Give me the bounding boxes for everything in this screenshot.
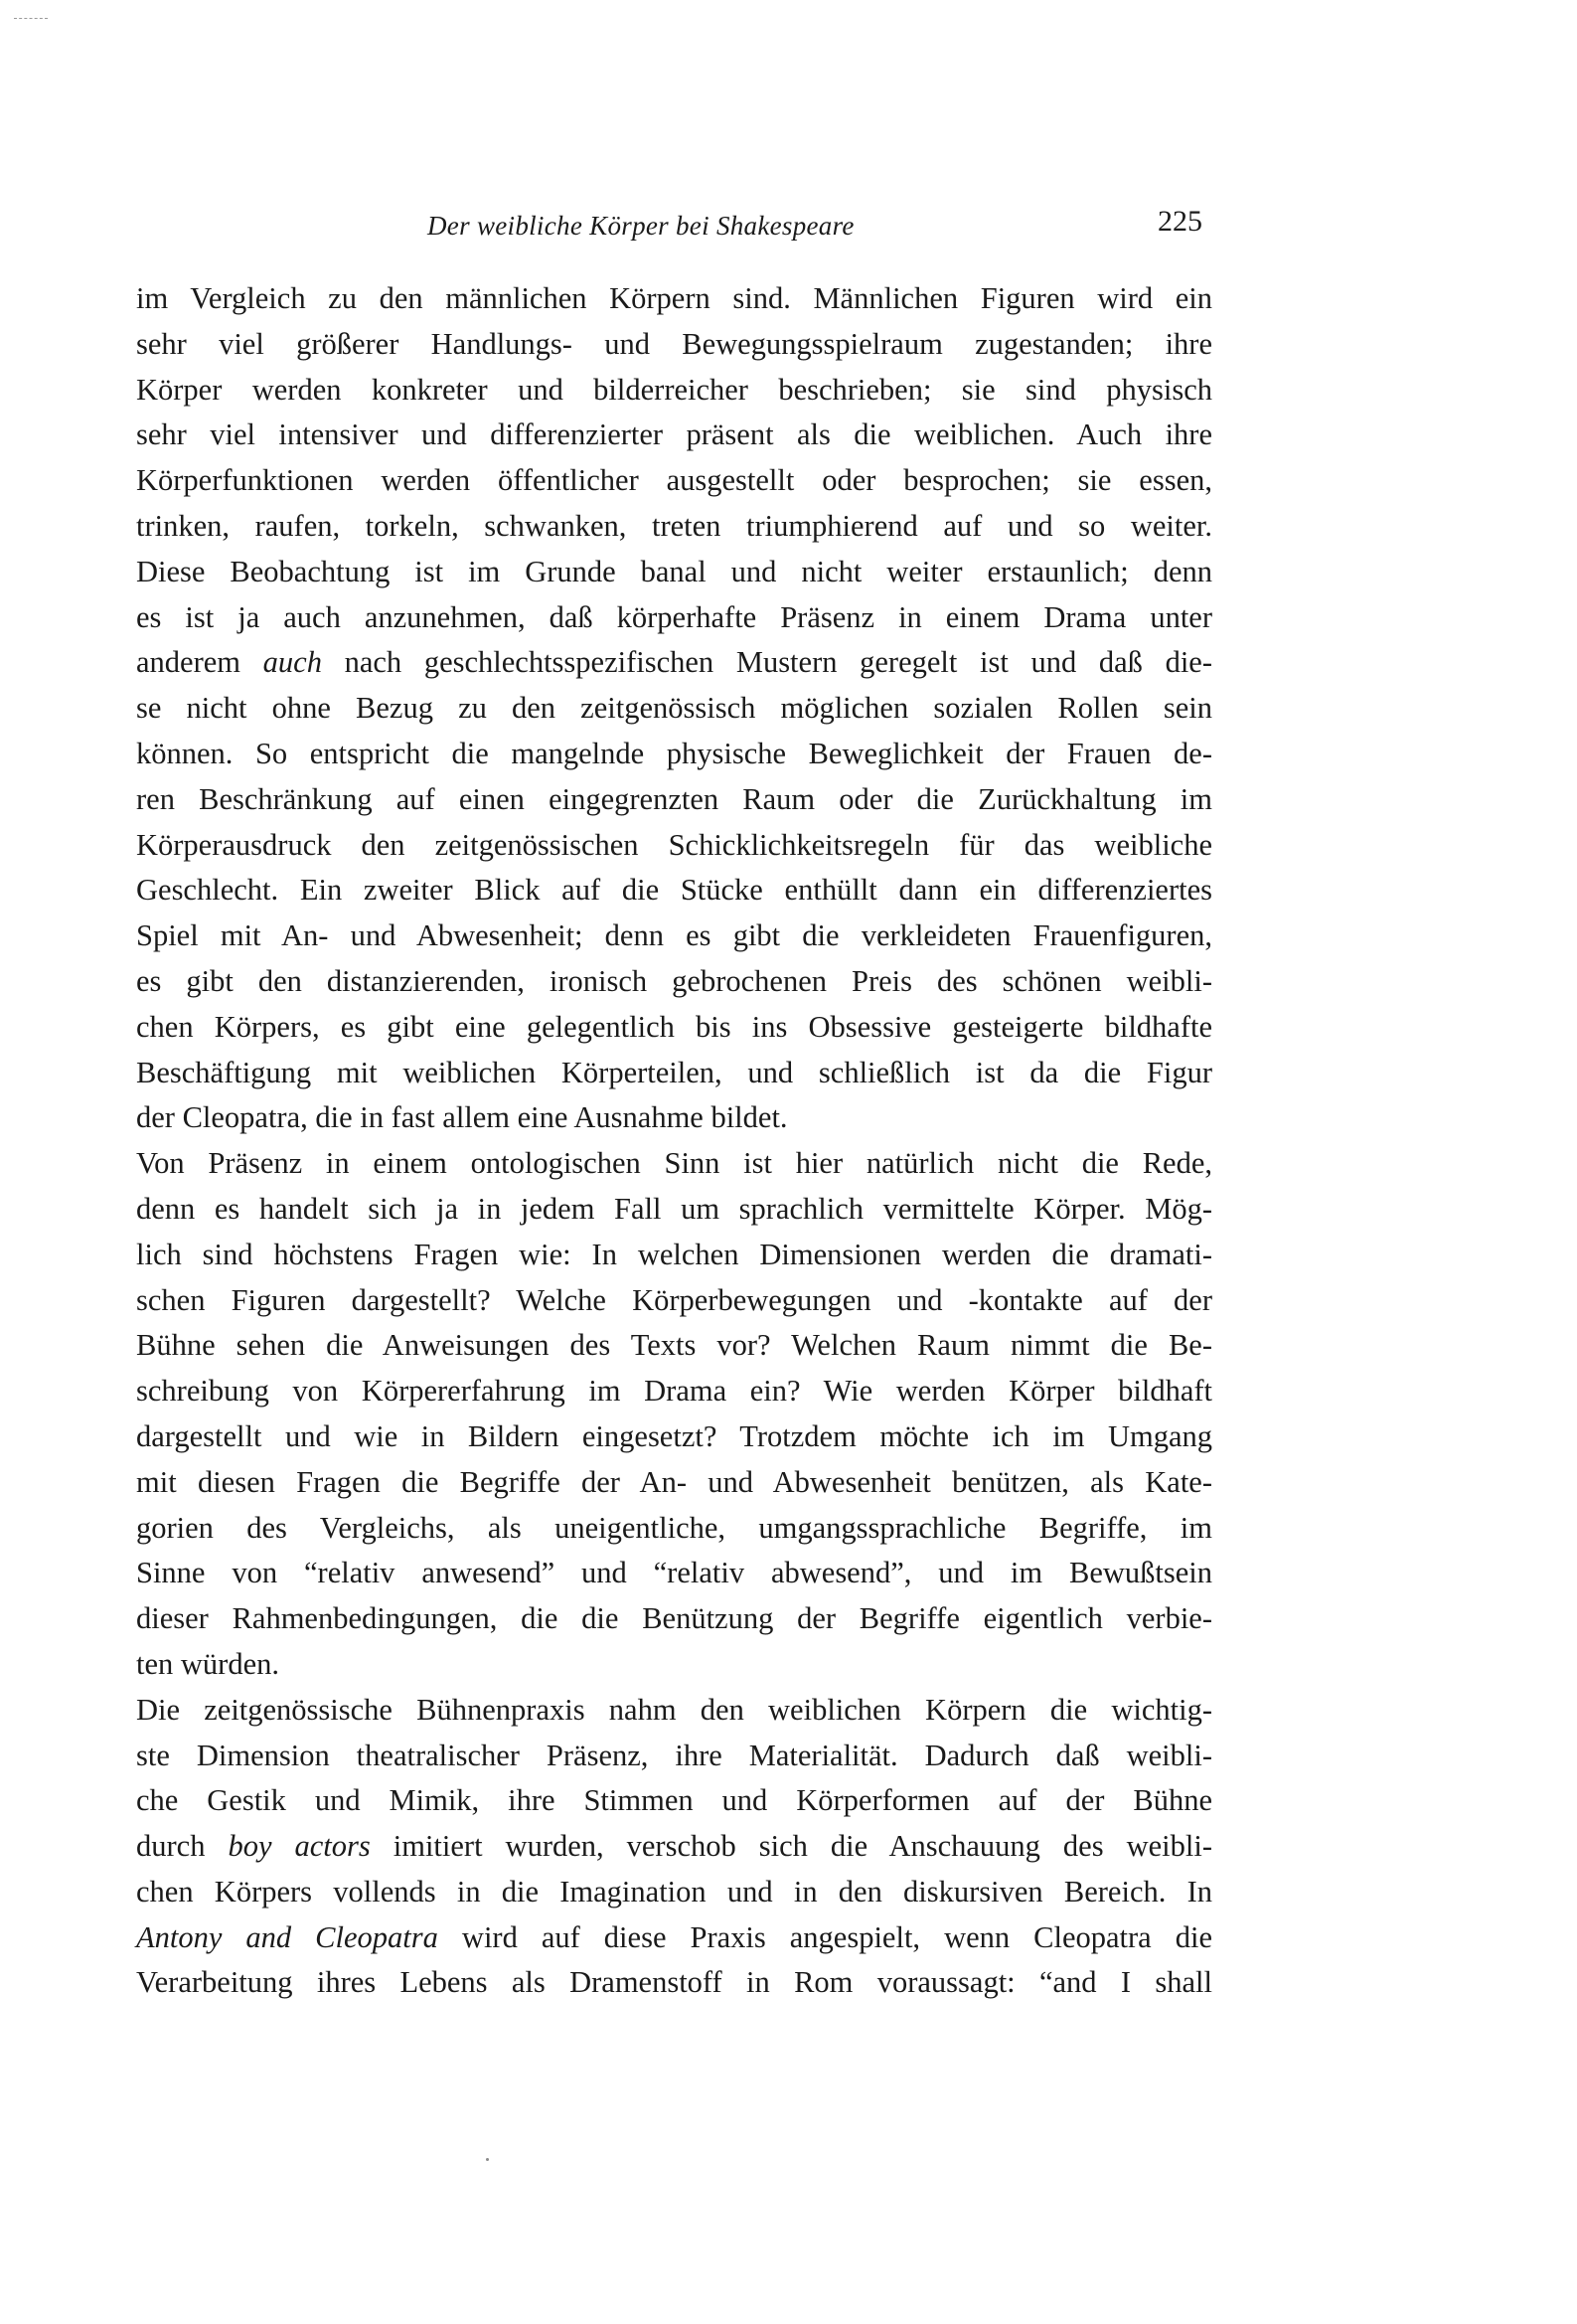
text-line: Körperausdruck den zeitgenössischen Schicklichkeitsregeln für das weibliche	[136, 827, 1212, 862]
text-line: Von Präsenz in einem ontologischen Sinn ist hier natürlich nicht die Rede,	[136, 1146, 1212, 1181]
text-line: se nicht ohne Bezug zu den zeitgenössisch möglichen sozialen Rollen sein	[136, 691, 1212, 726]
text-line: es gibt den distanzierenden, ironisch gebrochenen Preis des schönen weibli-	[136, 963, 1212, 998]
text-line: chen Körpers, es gibt eine gelegentlich bis ins Obsessive gesteigerte bildhafte	[136, 1009, 1212, 1044]
text-line: Die zeitgenössische Bühnenpraxis nahm den weiblichen Körpern die wichtig-	[136, 1692, 1212, 1727]
text-line: chen Körpers vollends in die Imagination und in den diskursiven Bereich. In	[136, 1874, 1212, 1909]
italic-phrase: auch	[262, 645, 322, 680]
text-line: denn es handelt sich ja in jedem Fall um sprachlich vermittelte Körper. Mög-	[136, 1191, 1212, 1226]
text-line: schreibung von Körpererfahrung im Drama ein? Wie werden Körper bildhaft	[136, 1374, 1212, 1409]
text-line: Körper werden konkreter und bilderreicher beschrieben; sie sind physisch	[136, 372, 1212, 407]
text-line: trinken, raufen, torkeln, schwanken, treten triumphierend auf und so weiter.	[136, 508, 1212, 543]
text-line: Körperfunktionen werden öffentlicher ausgestellt oder besprochen; sie essen,	[136, 463, 1212, 498]
text-segment: imitiert wurden, verschob sich die Anschauung des weibli-	[370, 1829, 1212, 1864]
text-line: Spiel mit An- und Abwesenheit; denn es gibt die verkleideten Frauenfiguren,	[136, 918, 1212, 953]
text-line: schen Figuren dargestellt? Welche Körperbewegungen und -kontakte auf der	[136, 1282, 1212, 1317]
text-segment: durch	[136, 1829, 229, 1864]
text-line: sehr viel größerer Handlungs- und Bewegungsspielraum zugestanden; ihre	[136, 326, 1212, 361]
text-line: che Gestik und Mimik, ihre Stimmen und Körperformen auf der Bühne	[136, 1783, 1212, 1818]
text-segment: nach geschlechtsspezifischen Mustern geregelt ist und daß die-	[321, 645, 1212, 680]
text-line: ten würden.	[136, 1646, 279, 1681]
text-line: Diese Beobachtung ist im Grunde banal und nicht weiter erstaunlich; denn	[136, 554, 1212, 588]
running-title: Der weibliche Körper bei Shakespeare	[427, 211, 855, 241]
text-line: dieser Rahmenbedingungen, die die Benützung der Begriffe eigentlich verbie-	[136, 1601, 1212, 1636]
text-segment: anderem	[136, 645, 263, 680]
text-line: ste Dimension theatralischer Präsenz, ihre Materialität. Dadurch daß weibli-	[136, 1738, 1212, 1772]
page-header	[136, 205, 1212, 250]
text-line: im Vergleich zu den männlichen Körpern sind. Männlichen Figuren wird ein	[136, 281, 1212, 315]
page-number: 225	[1158, 205, 1202, 238]
text-line: dargestellt und wie in Bildern eingesetzt? Trotzdem möchte ich im Umgang	[136, 1418, 1212, 1453]
scan-corner-mark	[14, 18, 48, 20]
body-text	[136, 276, 1212, 2006]
text-line	[136, 640, 1212, 686]
text-line: mit diesen Fragen die Begriffe der An- und Abwesenheit benützen, als Kate-	[136, 1464, 1212, 1499]
text-line: gorien des Vergleichs, als uneigentliche, umgangssprachliche Begriffe, im	[136, 1510, 1212, 1545]
text-segment: wird auf diese Praxis angespielt, wenn Cleopatra die	[437, 1919, 1212, 1954]
text-line: Geschlecht. Ein zweiter Blick auf die Stücke enthüllt dann ein differenziertes	[136, 873, 1212, 908]
text-line: Bühne sehen die Anweisungen des Texts vor? Welchen Raum nimmt die Be-	[136, 1328, 1212, 1363]
text-line: lich sind höchstens Fragen wie: In welchen Dimensionen werden die dramati-	[136, 1237, 1212, 1271]
italic-phrase: Antony and Cleopatra	[136, 1919, 438, 1954]
text-line: der Cleopatra, die in fast allem eine Ausnahme bildet.	[136, 1100, 788, 1135]
scan-dot-mark	[486, 2158, 489, 2161]
text-line: es ist ja auch anzunehmen, daß körperhafte Präsenz in einem Drama unter	[136, 599, 1212, 634]
text-line: ren Beschränkung auf einen eingegrenzten Raum oder die Zurückhaltung im	[136, 781, 1212, 816]
text-line: Beschäftigung mit weiblichen Körperteilen, und schließlich ist da die Figur	[136, 1055, 1212, 1089]
text-line: können. So entspricht die mangelnde physische Beweglichkeit der Frauen de-	[136, 736, 1212, 770]
text-line	[136, 1824, 1212, 1870]
italic-phrase: boy actors	[228, 1829, 371, 1864]
text-line	[136, 1915, 1212, 1961]
text-line: Sinne von “relativ anwesend” und “relativ abwesend”, und im Bewußtsein	[136, 1556, 1212, 1590]
text-line: sehr viel intensiver und differenzierter präsent als die weiblichen. Auch ihre	[136, 417, 1212, 452]
text-line: Verarbeitung ihres Lebens als Dramenstoff in Rom voraussagt: “and I shall	[136, 1965, 1212, 2000]
